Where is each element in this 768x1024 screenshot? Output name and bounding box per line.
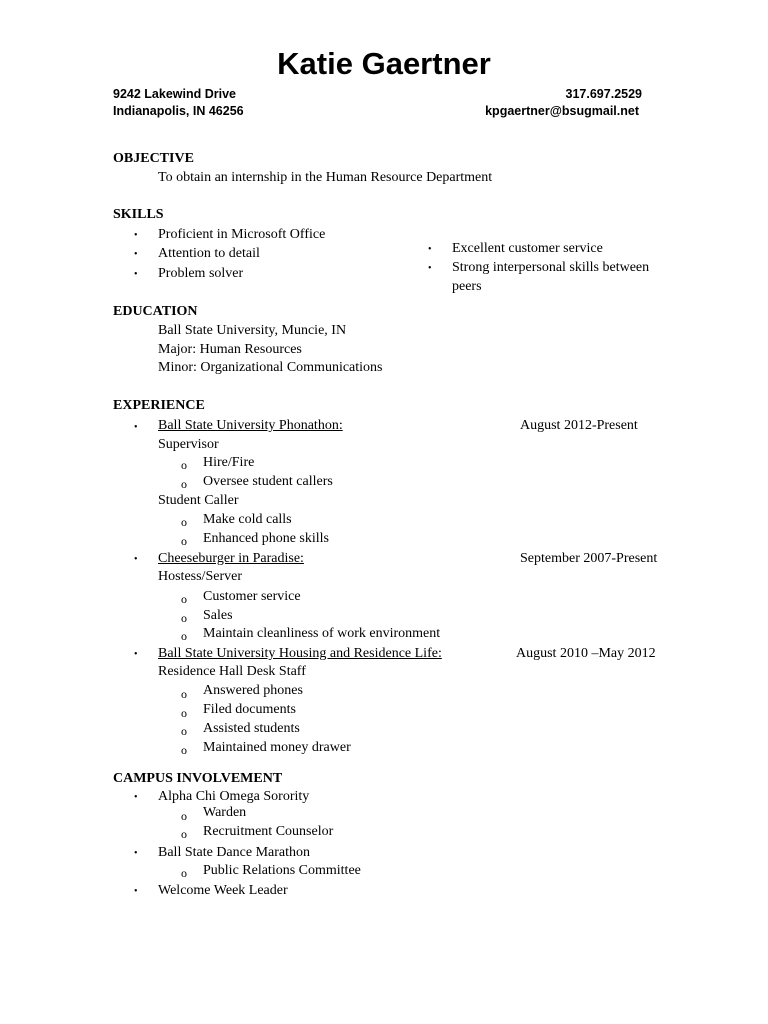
skill-item: Attention to detail	[158, 246, 260, 261]
campus-sub-item: Public Relations Committee	[203, 863, 361, 878]
job-dates: September 2007-Present	[520, 551, 658, 566]
bullet-icon: •	[134, 230, 138, 241]
sub-bullet-icon: o	[181, 515, 187, 529]
job-role: Student Caller	[158, 493, 239, 508]
job-duty: Filed documents	[203, 702, 296, 717]
bullet-icon: •	[134, 848, 138, 859]
bullet-icon: •	[134, 249, 138, 260]
bullet-icon: •	[134, 269, 138, 280]
sub-bullet-icon: o	[181, 743, 187, 757]
sub-bullet-icon: o	[181, 629, 187, 643]
job-duty: Maintained money drawer	[203, 740, 351, 755]
sub-bullet-icon: o	[181, 611, 187, 625]
campus-sub-item: Warden	[203, 805, 247, 820]
job-duty: Enhanced phone skills	[203, 531, 329, 546]
job-duty: Oversee student callers	[203, 474, 333, 489]
skill-item-continued: peers	[452, 279, 482, 294]
bullet-icon: •	[428, 263, 432, 274]
email-address: kpgaertner@bsugmail.net	[485, 104, 639, 118]
campus-item: Alpha Chi Omega Sorority	[158, 789, 310, 804]
sub-bullet-icon: o	[181, 687, 187, 701]
sub-bullet-icon: o	[181, 534, 187, 548]
campus-sub-item: Recruitment Counselor	[203, 824, 334, 839]
sub-bullet-icon: o	[181, 724, 187, 738]
job-dates: August 2010 –May 2012	[516, 646, 656, 661]
sub-bullet-icon: o	[181, 809, 187, 823]
job-duty: Sales	[203, 608, 233, 623]
phone-number: 317.697.2529	[565, 87, 642, 101]
campus-item: Ball State Dance Marathon	[158, 845, 311, 860]
job-duty: Answered phones	[203, 683, 303, 698]
bullet-icon: •	[134, 554, 138, 565]
education-heading: EDUCATION	[113, 304, 198, 319]
resume-name: Katie Gaertner	[277, 46, 491, 81]
education-school: Ball State University, Muncie, IN	[158, 323, 347, 338]
job-organization: Cheeseburger in Paradise:	[158, 551, 304, 566]
bullet-icon: •	[134, 422, 138, 433]
education-minor: Minor: Organizational Communications	[158, 360, 383, 375]
objective-text: To obtain an internship in the Human Resource Department	[158, 170, 493, 185]
education-major: Major: Human Resources	[158, 342, 302, 357]
campus-heading: CAMPUS INVOLVEMENT	[113, 771, 283, 786]
bullet-icon: •	[134, 792, 138, 803]
job-role: Hostess/Server	[158, 569, 242, 584]
job-dates: August 2012-Present	[520, 418, 638, 433]
job-duty: Customer service	[203, 589, 301, 604]
job-duty: Assisted students	[203, 721, 300, 736]
campus-item: Welcome Week Leader	[158, 883, 288, 898]
job-role: Residence Hall Desk Staff	[158, 664, 306, 679]
job-duty: Hire/Fire	[203, 455, 255, 470]
job-duty: Make cold calls	[203, 512, 292, 527]
job-duty: Maintain cleanliness of work environment	[203, 626, 441, 641]
skill-item: Proficient in Microsoft Office	[158, 227, 326, 242]
skills-heading: SKILLS	[113, 207, 164, 222]
bullet-icon: •	[428, 244, 432, 255]
address-line-1: 9242 Lakewind Drive	[113, 87, 236, 101]
bullet-icon: •	[134, 649, 138, 660]
job-organization: Ball State University Phonathon:	[158, 418, 343, 433]
sub-bullet-icon: o	[181, 458, 187, 472]
experience-heading: EXPERIENCE	[113, 398, 205, 413]
objective-heading: OBJECTIVE	[113, 151, 194, 166]
address-line-2: Indianapolis, IN 46256	[113, 104, 244, 118]
skill-item: Strong interpersonal skills between	[452, 260, 650, 275]
sub-bullet-icon: o	[181, 592, 187, 606]
skill-item: Excellent customer service	[452, 241, 603, 256]
sub-bullet-icon: o	[181, 866, 187, 880]
bullet-icon: •	[134, 886, 138, 897]
job-organization: Ball State University Housing and Residence Life:	[158, 646, 442, 661]
sub-bullet-icon: o	[181, 477, 187, 491]
sub-bullet-icon: o	[181, 827, 187, 841]
skill-item: Problem solver	[158, 266, 244, 281]
job-role: Supervisor	[158, 437, 219, 452]
sub-bullet-icon: o	[181, 706, 187, 720]
